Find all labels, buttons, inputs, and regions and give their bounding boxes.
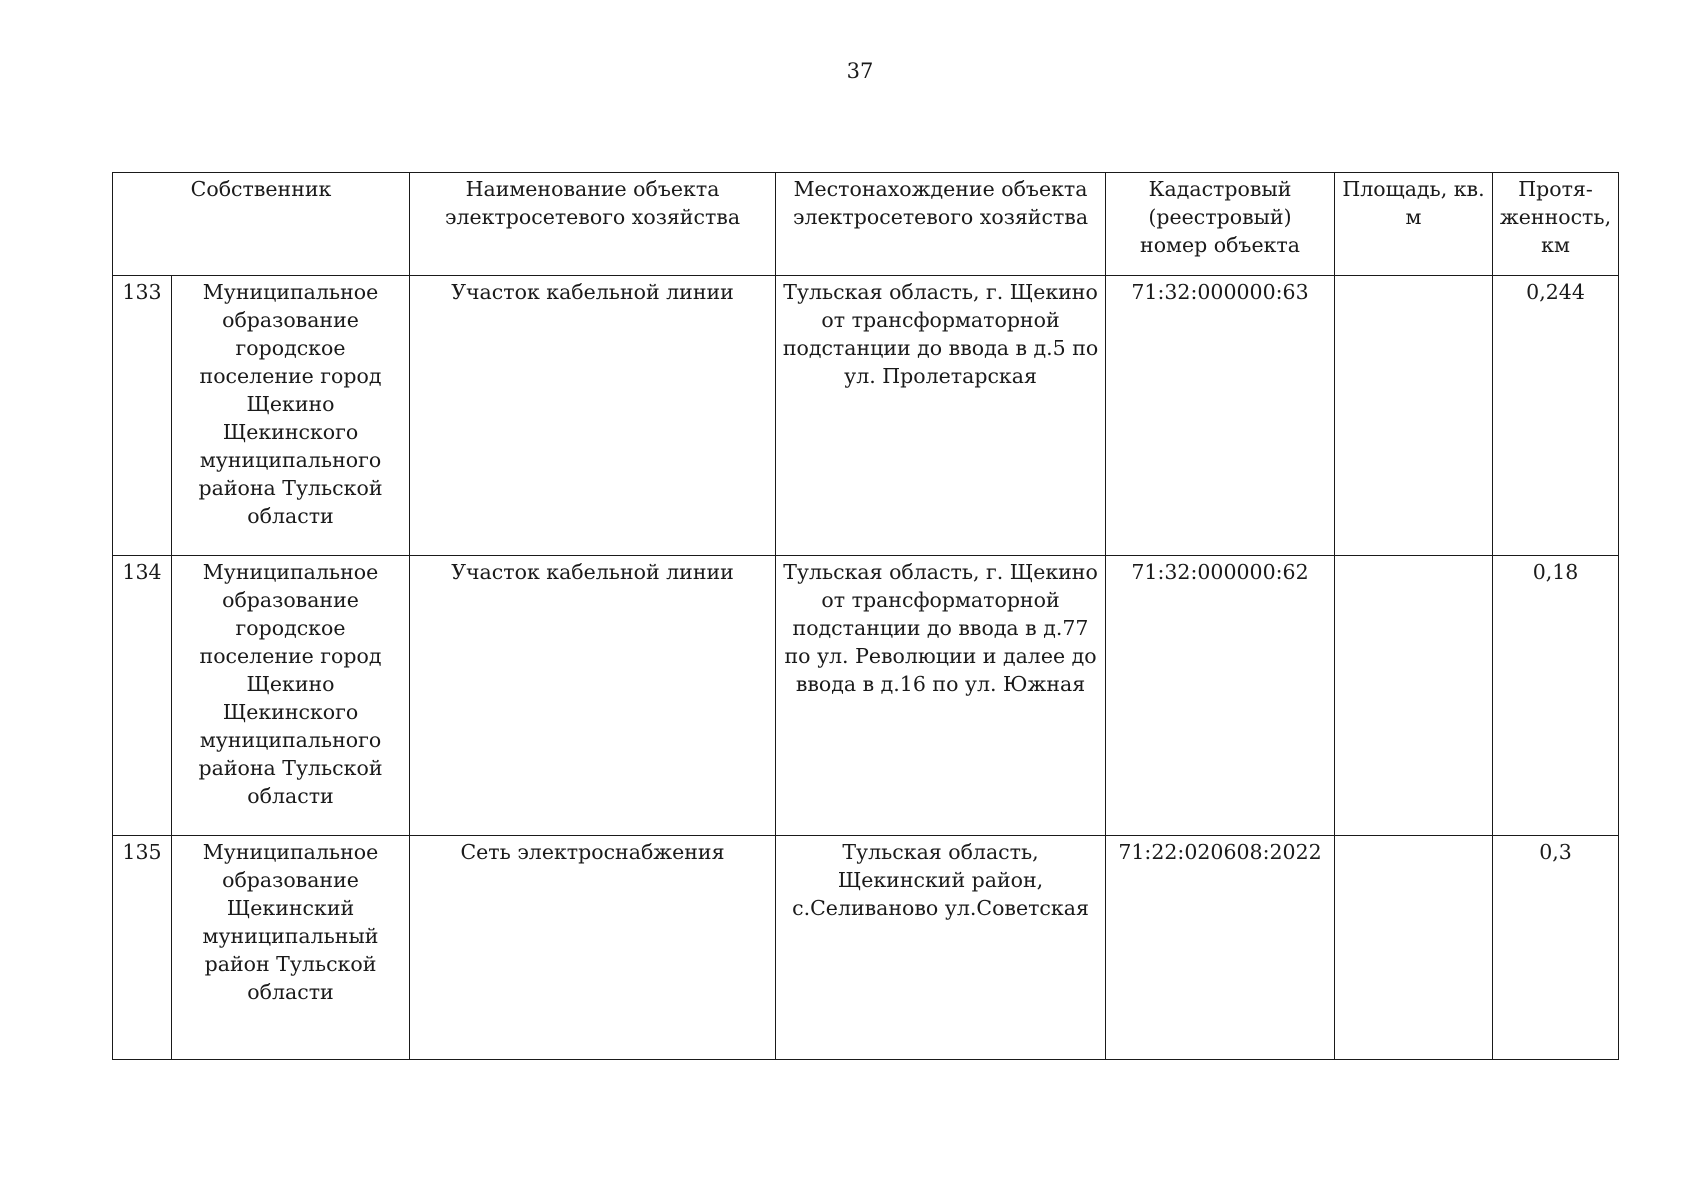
object-name-cell: Участок кабельной линии: [410, 276, 776, 556]
header-row: [113, 173, 1619, 276]
location-cell: Тульская область, г. Щекино от трансформаторной подстанции до ввода в д.77 по ул. Революции и далее до ввода в д.16 по ул. Южная: [776, 556, 1106, 836]
owner-cell: Муниципальное образование городское поселение город Щекино Щекинского муниципального района Тульской области: [172, 276, 410, 556]
header-cadastral-number: Кадастровый (реестровый) номер объекта: [1106, 173, 1335, 276]
header-area: Площадь, кв. м: [1335, 173, 1493, 276]
object-name-cell: Участок кабельной линии: [410, 556, 776, 836]
length-cell: 0,3: [1493, 836, 1619, 1060]
area-cell: [1335, 556, 1493, 836]
owner-cell: Муниципальное образование городское поселение город Щекино Щекинского муниципального района Тульской области: [172, 556, 410, 836]
row-number: 135: [113, 836, 172, 1060]
header-owner: Собственник: [113, 173, 410, 276]
length-cell: 0,244: [1493, 276, 1619, 556]
row-number: 133: [113, 276, 172, 556]
page-number: 37: [846, 59, 874, 83]
table-row: [113, 276, 1619, 556]
location-cell: Тульская область, г. Щекино от трансформаторной подстанции до ввода в д.5 по ул. Пролетарская: [776, 276, 1106, 556]
header-object-name: Наименование объекта электросетевого хозяйства: [410, 173, 776, 276]
header-length: Протя-женность, км: [1493, 173, 1619, 276]
cadastral-cell: 71:32:000000:63: [1106, 276, 1335, 556]
header-object-location: Местонахождение объекта электросетевого хозяйства: [776, 173, 1106, 276]
cadastral-cell: 71:32:000000:62: [1106, 556, 1335, 836]
area-cell: [1335, 836, 1493, 1060]
table-row: [113, 556, 1619, 836]
cadastral-cell: 71:22:020608:2022: [1106, 836, 1335, 1060]
registry-table: [112, 172, 1619, 1060]
table-row: [113, 836, 1619, 1060]
row-number: 134: [113, 556, 172, 836]
object-name-cell: Сеть электроснабжения: [410, 836, 776, 1060]
length-cell: 0,18: [1493, 556, 1619, 836]
location-cell: Тульская область, Щекинский район, с.Селиваново ул.Советская: [776, 836, 1106, 1060]
owner-cell: Муниципальное образование Щекинский муниципальный район Тульской области: [172, 836, 410, 1060]
area-cell: [1335, 276, 1493, 556]
